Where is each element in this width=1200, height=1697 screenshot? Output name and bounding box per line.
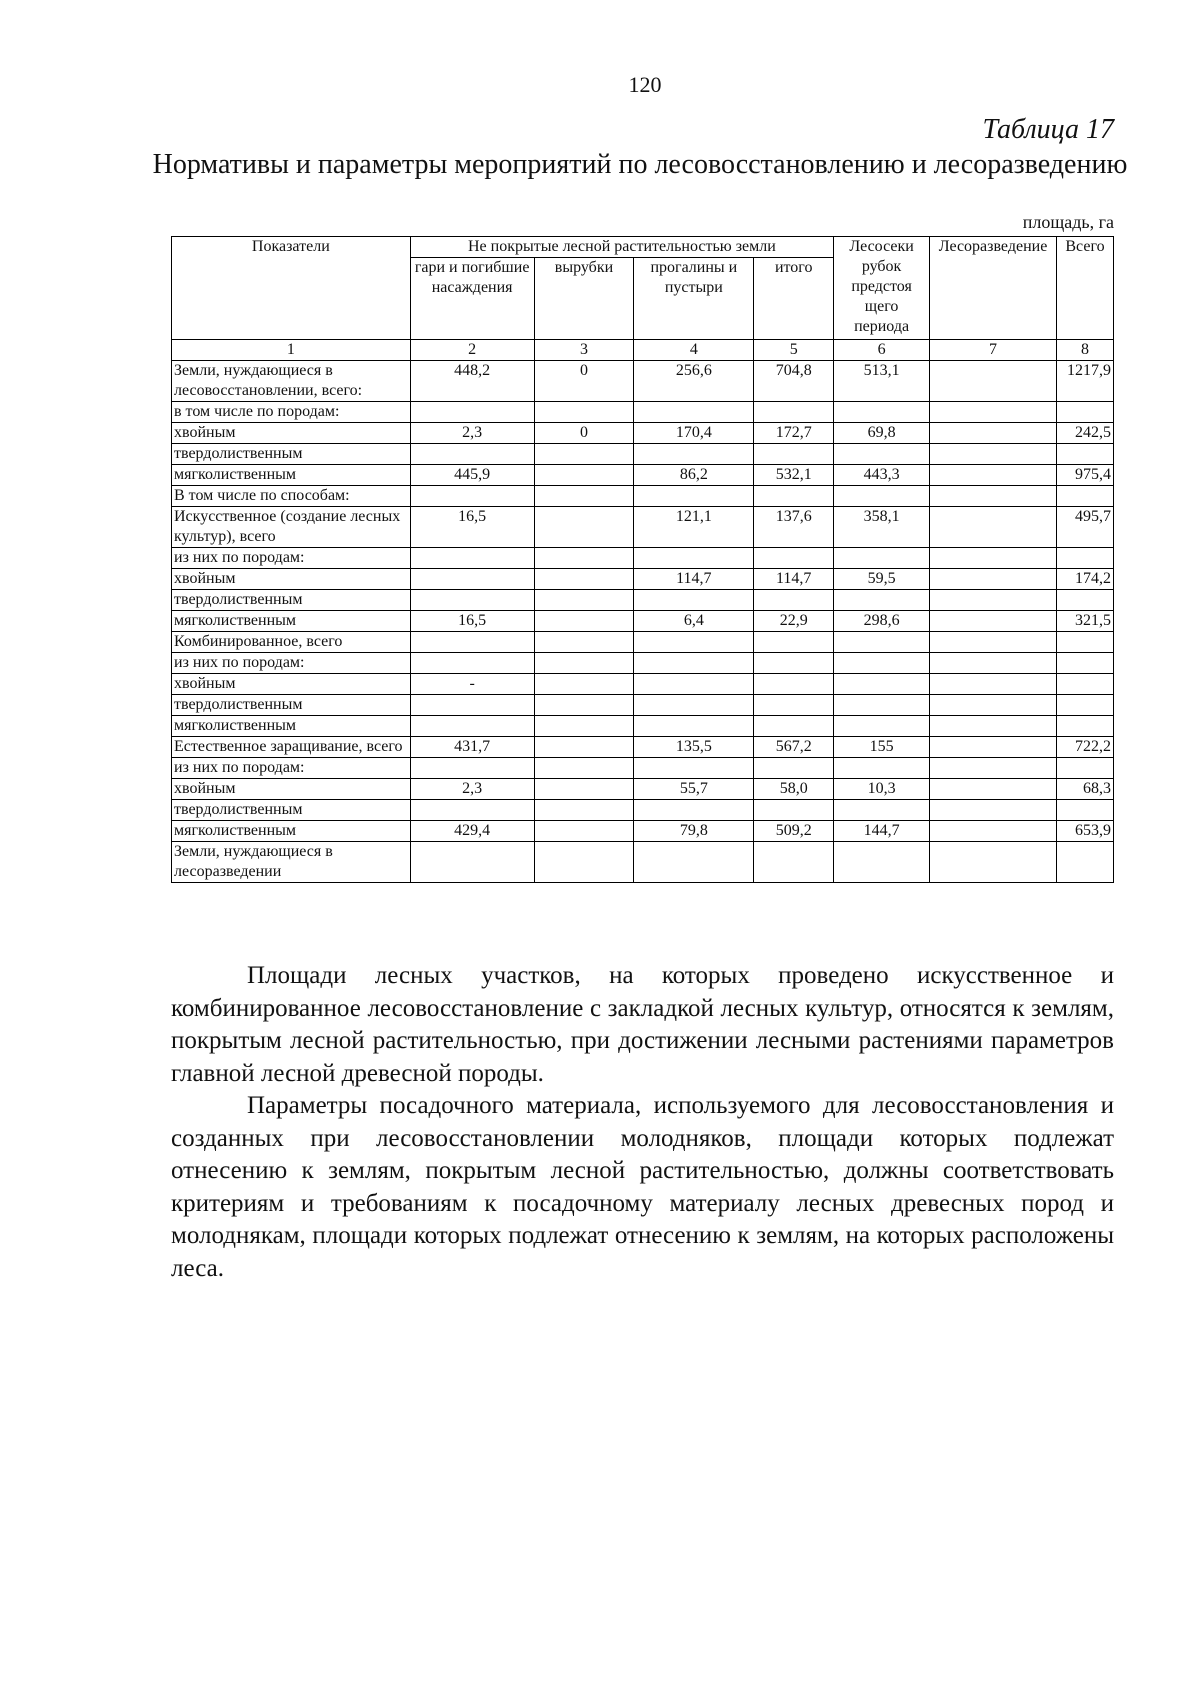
table-cell bbox=[930, 653, 1057, 674]
header-not-covered: Не покрытые лесной растительностью земли bbox=[410, 237, 833, 258]
table-row bbox=[172, 800, 1114, 821]
table-row bbox=[172, 402, 1114, 423]
table-cell bbox=[930, 486, 1057, 507]
table-cell: 567,2 bbox=[754, 737, 834, 758]
table-title: Нормативы и параметры мероприятий по лесовосстановлению и лесоразведению bbox=[152, 149, 1128, 180]
table-cell: 155 bbox=[834, 737, 930, 758]
paragraph: Параметры посадочного материала, используемого для лесовосстановления и созданных при лесовосстановлении молодняков, площади которых подлежат отнесению к землям, покрытым лесной растительностью, должны соответствовать критериям и требованиям к посадочному материалу лесных древесных пород и молоднякам, площади которых подлежат отнесению к землям, на которых расположены леса. bbox=[171, 1092, 1114, 1282]
table-cell bbox=[834, 590, 930, 611]
table-cell: 55,7 bbox=[634, 779, 754, 800]
table-row bbox=[172, 779, 1114, 800]
table-cell bbox=[834, 842, 930, 883]
table-cell: 532,1 bbox=[754, 465, 834, 486]
table-cell bbox=[410, 716, 534, 737]
table-cell bbox=[634, 444, 754, 465]
table-cell bbox=[1056, 632, 1113, 653]
body-text bbox=[171, 960, 1114, 1285]
table-cell: 443,3 bbox=[834, 465, 930, 486]
row-label: хвойным bbox=[172, 569, 411, 590]
row-label: В том числе по способам: bbox=[172, 486, 411, 507]
table-cell bbox=[634, 674, 754, 695]
row-label: хвойным bbox=[172, 779, 411, 800]
table-cell bbox=[634, 653, 754, 674]
table-cell: 137,6 bbox=[754, 507, 834, 548]
table-cell bbox=[754, 716, 834, 737]
table-cell bbox=[410, 842, 534, 883]
table-cell bbox=[930, 716, 1057, 737]
table-cell bbox=[410, 653, 534, 674]
table-cell bbox=[930, 737, 1057, 758]
row-label: в том числе по породам: bbox=[172, 402, 411, 423]
table-cell bbox=[534, 548, 634, 569]
table-cell: 0 bbox=[534, 361, 634, 402]
table-row bbox=[172, 507, 1114, 548]
paragraph: Площади лесных участков, на которых проведено искусственное и комбинированное лесовосстановление с закладкой лесных культур, относятся к землям, покрытым лесной растительностью, при достижении лесными растениями параметров главной лесной древесной породы. bbox=[171, 962, 1114, 1087]
table-cell bbox=[754, 632, 834, 653]
table-cell bbox=[534, 674, 634, 695]
header-glades: прогалины и пустыри bbox=[634, 258, 754, 340]
row-label: твердолиственным bbox=[172, 695, 411, 716]
table-cell bbox=[754, 674, 834, 695]
table-cell bbox=[634, 590, 754, 611]
table-cell bbox=[834, 800, 930, 821]
row-label: Земли, нуждающиеся в лесоразведении bbox=[172, 842, 411, 883]
table-cell: 114,7 bbox=[754, 569, 834, 590]
norms-table bbox=[171, 236, 1114, 883]
table-cell bbox=[754, 548, 834, 569]
table-cell bbox=[634, 800, 754, 821]
table-cell bbox=[754, 695, 834, 716]
table-cell bbox=[410, 695, 534, 716]
table-cell: 256,6 bbox=[634, 361, 754, 402]
table-cell bbox=[930, 444, 1057, 465]
table-cell: 448,2 bbox=[410, 361, 534, 402]
table-cell bbox=[534, 716, 634, 737]
row-label: Искусственное (создание лесных культур), всего bbox=[172, 507, 411, 548]
row-label: твердолиственным bbox=[172, 590, 411, 611]
table-cell bbox=[834, 548, 930, 569]
table-row bbox=[172, 465, 1114, 486]
table-cell: 16,5 bbox=[410, 611, 534, 632]
table-cell bbox=[534, 653, 634, 674]
table-row bbox=[172, 674, 1114, 695]
table-cell: 58,0 bbox=[754, 779, 834, 800]
header-indicators: Показатели bbox=[172, 237, 411, 340]
table-cell bbox=[1056, 402, 1113, 423]
table-cell bbox=[834, 674, 930, 695]
table-row bbox=[172, 695, 1114, 716]
table-cell: 722,2 bbox=[1056, 737, 1113, 758]
table-cell bbox=[834, 444, 930, 465]
column-number: 7 bbox=[930, 340, 1057, 361]
header-cutting-areas: Лесосеки рубок предстоя щего периода bbox=[834, 237, 930, 340]
table-row bbox=[172, 548, 1114, 569]
row-label: из них по породам: bbox=[172, 758, 411, 779]
table-cell bbox=[754, 842, 834, 883]
table-cell bbox=[930, 800, 1057, 821]
table-row bbox=[172, 842, 1114, 883]
table-cell bbox=[930, 611, 1057, 632]
header-total: Всего bbox=[1056, 237, 1113, 340]
table-cell bbox=[534, 695, 634, 716]
table-cell bbox=[754, 486, 834, 507]
column-number: 3 bbox=[534, 340, 634, 361]
table-cell bbox=[534, 779, 634, 800]
row-label: из них по породам: bbox=[172, 653, 411, 674]
table-row bbox=[172, 716, 1114, 737]
table-cell bbox=[410, 632, 534, 653]
table-cell bbox=[930, 548, 1057, 569]
table-cell bbox=[534, 737, 634, 758]
table-cell bbox=[930, 423, 1057, 444]
table-cell bbox=[834, 758, 930, 779]
table-cell: 114,7 bbox=[634, 569, 754, 590]
row-label: твердолиственным bbox=[172, 800, 411, 821]
table-cell bbox=[534, 486, 634, 507]
table-cell: 59,5 bbox=[834, 569, 930, 590]
table-cell: 172,7 bbox=[754, 423, 834, 444]
table-cell bbox=[410, 444, 534, 465]
table-cell bbox=[1056, 695, 1113, 716]
table-cell bbox=[1056, 800, 1113, 821]
table-cell bbox=[930, 779, 1057, 800]
table-cell: 429,4 bbox=[410, 821, 534, 842]
header-clearcuts: вырубки bbox=[534, 258, 634, 340]
table-cell bbox=[1056, 653, 1113, 674]
table-cell bbox=[930, 361, 1057, 402]
table-cell: 68,3 bbox=[1056, 779, 1113, 800]
table-row bbox=[172, 632, 1114, 653]
table-row bbox=[172, 423, 1114, 444]
column-number: 4 bbox=[634, 340, 754, 361]
table-cell: 69,8 bbox=[834, 423, 930, 444]
table-cell: 16,5 bbox=[410, 507, 534, 548]
table-cell: 2,3 bbox=[410, 779, 534, 800]
table-cell: 513,1 bbox=[834, 361, 930, 402]
table-cell bbox=[634, 842, 754, 883]
table-cell bbox=[534, 444, 634, 465]
table-cell bbox=[534, 465, 634, 486]
column-number: 8 bbox=[1056, 340, 1113, 361]
table-cell bbox=[834, 716, 930, 737]
header-subtotal: итого bbox=[754, 258, 834, 340]
table-cell bbox=[754, 402, 834, 423]
table-cell: 704,8 bbox=[754, 361, 834, 402]
table-cell bbox=[930, 695, 1057, 716]
table-cell bbox=[634, 402, 754, 423]
table-row bbox=[172, 361, 1114, 402]
table-cell bbox=[634, 695, 754, 716]
row-label: мягколиственным bbox=[172, 611, 411, 632]
table-cell bbox=[930, 465, 1057, 486]
table-cell bbox=[1056, 716, 1113, 737]
page-number: 120 bbox=[628, 72, 662, 97]
table-cell: 358,1 bbox=[834, 507, 930, 548]
table-cell bbox=[754, 758, 834, 779]
table-cell: 6,4 bbox=[634, 611, 754, 632]
table-cell bbox=[1056, 842, 1113, 883]
table-cell bbox=[410, 486, 534, 507]
table-cell bbox=[930, 674, 1057, 695]
header-afforestation: Лесоразведение bbox=[930, 237, 1057, 340]
table-cell: 144,7 bbox=[834, 821, 930, 842]
table-cell: - bbox=[410, 674, 534, 695]
table-cell bbox=[754, 590, 834, 611]
table-cell bbox=[834, 402, 930, 423]
table-cell bbox=[634, 486, 754, 507]
row-label: Земли, нуждающиеся в лесовосстановлении, всего: bbox=[172, 361, 411, 402]
table-cell bbox=[834, 695, 930, 716]
table-cell: 445,9 bbox=[410, 465, 534, 486]
table-cell bbox=[754, 444, 834, 465]
table-cell bbox=[1056, 590, 1113, 611]
table-cell bbox=[930, 842, 1057, 883]
column-number: 1 bbox=[172, 340, 411, 361]
units-label: площадь, га bbox=[1022, 212, 1114, 232]
table-cell bbox=[930, 632, 1057, 653]
column-number: 6 bbox=[834, 340, 930, 361]
table-cell: 0 bbox=[534, 423, 634, 444]
table-cell bbox=[834, 632, 930, 653]
table-cell bbox=[930, 758, 1057, 779]
table-cell: 431,7 bbox=[410, 737, 534, 758]
row-label: мягколиственным bbox=[172, 821, 411, 842]
table-cell: 653,9 bbox=[1056, 821, 1113, 842]
table-cell: 10,3 bbox=[834, 779, 930, 800]
table-cell: 975,4 bbox=[1056, 465, 1113, 486]
table-cell bbox=[930, 590, 1057, 611]
row-label: хвойным bbox=[172, 674, 411, 695]
table-cell bbox=[534, 758, 634, 779]
table-cell bbox=[754, 653, 834, 674]
column-number: 5 bbox=[754, 340, 834, 361]
table-cell bbox=[930, 569, 1057, 590]
table-cell: 170,4 bbox=[634, 423, 754, 444]
table-row bbox=[172, 444, 1114, 465]
table-cell: 242,5 bbox=[1056, 423, 1113, 444]
table-row bbox=[172, 737, 1114, 758]
table-cell bbox=[534, 402, 634, 423]
table-cell bbox=[534, 842, 634, 883]
table-header bbox=[172, 237, 1114, 361]
row-label: мягколиственным bbox=[172, 465, 411, 486]
table-cell bbox=[410, 402, 534, 423]
table-cell bbox=[534, 569, 634, 590]
row-label: твердолиственным bbox=[172, 444, 411, 465]
table-cell bbox=[534, 632, 634, 653]
table-row bbox=[172, 590, 1114, 611]
table-cell: 79,8 bbox=[634, 821, 754, 842]
table-cell bbox=[534, 800, 634, 821]
table-cell bbox=[534, 821, 634, 842]
row-label: мягколиственным bbox=[172, 716, 411, 737]
table-cell bbox=[634, 716, 754, 737]
table-label: Таблица 17 bbox=[982, 114, 1114, 145]
table-row bbox=[172, 821, 1114, 842]
table-cell bbox=[410, 800, 534, 821]
table-cell bbox=[930, 402, 1057, 423]
table-cell: 135,5 bbox=[634, 737, 754, 758]
table-cell: 1217,9 bbox=[1056, 361, 1113, 402]
table-cell bbox=[930, 507, 1057, 548]
table-cell bbox=[634, 758, 754, 779]
table-cell bbox=[534, 507, 634, 548]
table-row bbox=[172, 569, 1114, 590]
column-number-row bbox=[172, 340, 1114, 361]
table-cell bbox=[534, 611, 634, 632]
table-cell: 321,5 bbox=[1056, 611, 1113, 632]
table-cell bbox=[1056, 758, 1113, 779]
table-body bbox=[172, 361, 1114, 883]
table-cell bbox=[410, 590, 534, 611]
header-burns: гари и погибшие насаждения bbox=[410, 258, 534, 340]
table-cell bbox=[410, 548, 534, 569]
table-cell bbox=[410, 758, 534, 779]
table-cell bbox=[634, 632, 754, 653]
table-cell bbox=[930, 821, 1057, 842]
table-cell: 121,1 bbox=[634, 507, 754, 548]
table-cell bbox=[1056, 444, 1113, 465]
table-cell bbox=[534, 590, 634, 611]
table-cell bbox=[834, 653, 930, 674]
row-label: из них по породам: bbox=[172, 548, 411, 569]
table-cell bbox=[410, 569, 534, 590]
table-cell bbox=[834, 486, 930, 507]
row-label: хвойным bbox=[172, 423, 411, 444]
table-cell bbox=[754, 800, 834, 821]
table-cell bbox=[1056, 548, 1113, 569]
row-label: Комбинированное, всего bbox=[172, 632, 411, 653]
table-cell bbox=[1056, 486, 1113, 507]
table-cell: 2,3 bbox=[410, 423, 534, 444]
column-number: 2 bbox=[410, 340, 534, 361]
table-row bbox=[172, 611, 1114, 632]
table-cell: 174,2 bbox=[1056, 569, 1113, 590]
table-cell bbox=[1056, 674, 1113, 695]
table-cell: 22,9 bbox=[754, 611, 834, 632]
table-row bbox=[172, 653, 1114, 674]
table-cell: 495,7 bbox=[1056, 507, 1113, 548]
table-row bbox=[172, 758, 1114, 779]
table-row bbox=[172, 486, 1114, 507]
table-cell bbox=[634, 548, 754, 569]
table-cell: 86,2 bbox=[634, 465, 754, 486]
row-label: Естественное заращивание, всего bbox=[172, 737, 411, 758]
table-cell: 509,2 bbox=[754, 821, 834, 842]
table-cell: 298,6 bbox=[834, 611, 930, 632]
